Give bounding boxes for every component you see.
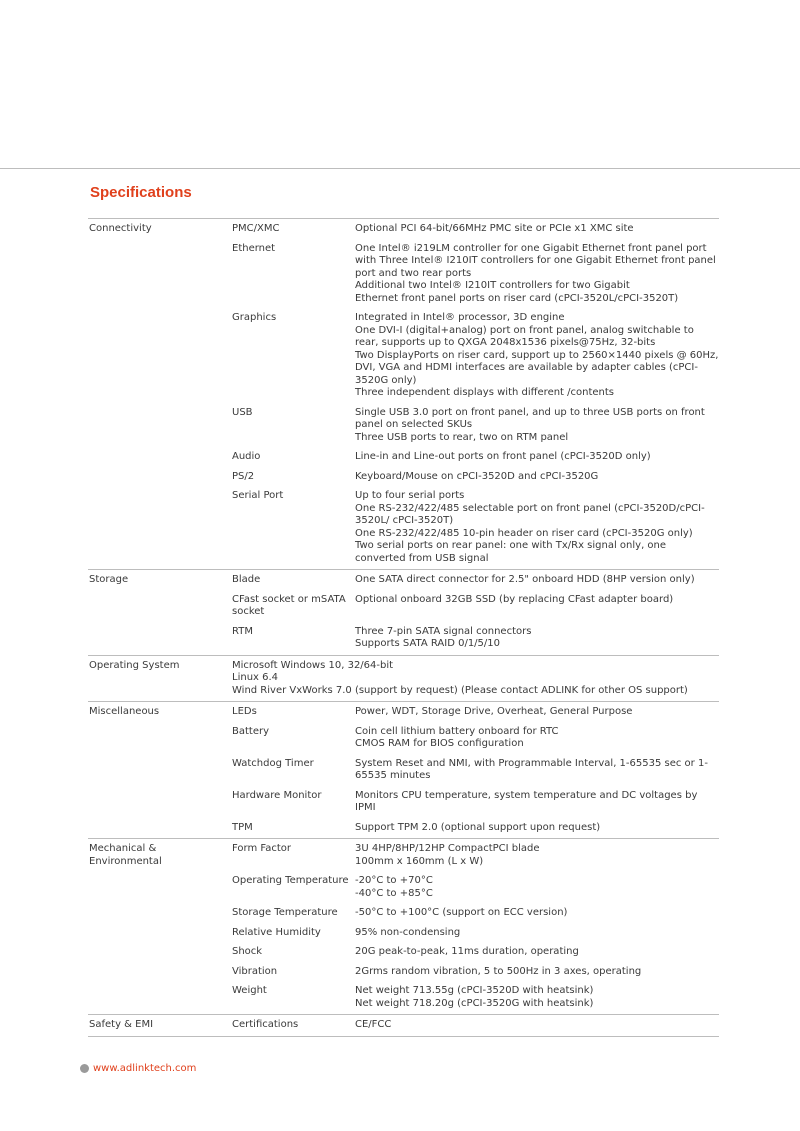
spec-description — [354, 962, 719, 982]
spec-description — [231, 655, 719, 702]
spec-item: Hardware Monitor — [232, 789, 322, 801]
spec-line: Ethernet front panel ports on riser card (cPCI-3520L/cPCI-3520T) — [355, 292, 679, 304]
spec-line: One RS-232/422/485 selectable port on front panel (cPCI-3520D/cPCI-3520L/ cPCI-3520T) — [355, 502, 705, 526]
spec-category — [88, 942, 231, 962]
spec-category: Miscellaneous — [88, 702, 231, 722]
spec-category — [88, 871, 231, 903]
website-link[interactable]: www.adlinktech.com — [93, 1063, 197, 1074]
spec-category — [88, 981, 231, 1015]
spec-item: Shock — [232, 946, 263, 957]
spec-item: LEDs — [231, 702, 354, 722]
spec-category: Safety & EMI — [88, 1015, 231, 1037]
spec-category — [88, 486, 231, 570]
spec-description — [354, 871, 719, 903]
spec-description — [354, 754, 719, 786]
spec-row — [88, 839, 719, 872]
spec-description — [354, 786, 719, 818]
spec-row — [88, 622, 719, 656]
spec-item: RTM — [232, 625, 253, 637]
spec-row — [88, 722, 719, 754]
spec-line: Wind River VxWorks 7.0 (support by request) (Please contact ADLINK for other OS support) — [232, 684, 688, 696]
spec-line: -40°C to +85°C — [355, 887, 433, 899]
spec-item: Serial Port — [232, 490, 284, 501]
spec-category: Mechanical & Environmental — [88, 839, 231, 872]
spec-line: One Intel® i219LM controller for one Gigabit Ethernet front panel port with Three Intel® I210IT controllers for one Gigabit Ethernet front panel port and two rear ports — [355, 242, 716, 279]
spec-line: 20G peak-to-peak, 11ms duration, operating — [355, 946, 579, 957]
spec-line: 100mm x 160mm (L x W) — [355, 855, 484, 867]
spec-line: Three USB ports to rear, two on RTM panel — [355, 431, 569, 443]
spec-description — [354, 219, 719, 239]
spec-line: Microsoft Windows 10, 32/64-bit — [232, 659, 394, 671]
spec-line: Coin cell lithium battery onboard for RTC — [355, 725, 559, 737]
spec-line: Support TPM 2.0 (optional support upon request) — [355, 821, 601, 833]
spec-description — [354, 722, 719, 754]
spec-item: Operating Temperature — [232, 875, 349, 886]
spec-line: CMOS RAM for BIOS configuration — [355, 738, 524, 749]
spec-description — [354, 839, 719, 872]
spec-item: TPM — [232, 821, 253, 833]
spec-row — [88, 942, 719, 962]
spec-line: Net weight 713.55g (cPCI-3520D with heatsink) — [355, 985, 594, 996]
spec-item: Form Factor — [231, 839, 354, 872]
spec-category — [88, 818, 231, 839]
spec-line: Optional onboard 32GB SSD (by replacing CFast adapter board) — [355, 593, 674, 605]
spec-category — [88, 923, 231, 943]
spec-description — [354, 486, 719, 570]
spec-line: Keyboard/Mouse on cPCI-3520D and cPCI-3520G — [355, 470, 599, 482]
spec-category — [88, 786, 231, 818]
spec-item: Battery — [232, 725, 270, 737]
spec-row — [88, 590, 719, 622]
spec-item: Storage Temperature — [232, 907, 338, 918]
spec-line: One DVI-I (digital+analog) port on front panel, analog switchable to rear, supports up to QXGA 2048x1536 pixels@75Hz, 32-bits — [355, 324, 694, 348]
spec-item: Audio — [232, 451, 261, 462]
spec-row — [88, 962, 719, 982]
spec-line: Two DisplayPorts on riser card, support up to 2560×1440 pixels @ 60Hz, DVI, VGA and HDMI interfaces are available by adapter cables (cPCI-3520G only) — [355, 349, 719, 386]
spec-description — [354, 403, 719, 448]
spec-item: USB — [232, 406, 253, 418]
spec-description — [354, 447, 719, 467]
spec-line: Two serial ports on rear panel: one with Tx/Rx signal only, one converted from USB signal — [355, 540, 667, 564]
spec-line: Power, WDT, Storage Drive, Overheat, General Purpose — [355, 706, 633, 717]
spec-description — [354, 818, 719, 839]
spec-item: Vibration — [232, 965, 278, 977]
spec-description — [354, 942, 719, 962]
spec-description — [354, 1015, 719, 1037]
spec-line: Up to four serial ports — [355, 490, 465, 501]
spec-category: Connectivity — [88, 219, 231, 239]
spec-row — [88, 903, 719, 923]
spec-line: Net weight 718.20g (cPCI-3520G with heatsink) — [355, 997, 594, 1009]
spec-line: 95% non-condensing — [355, 926, 461, 938]
spec-item: Relative Humidity — [232, 926, 321, 938]
spec-category — [88, 239, 231, 309]
spec-line: 3U 4HP/8HP/12HP CompactPCI blade — [355, 843, 540, 854]
spec-line: -20°C to +70°C — [355, 875, 433, 886]
spec-category — [88, 754, 231, 786]
spec-description — [354, 467, 719, 487]
spec-description — [354, 622, 719, 656]
top-divider — [0, 168, 800, 169]
spec-line: System Reset and NMI, with Programmable Interval, 1-65535 sec or 1-65535 minutes — [355, 757, 708, 781]
spec-row — [88, 923, 719, 943]
spec-category — [88, 308, 231, 403]
spec-row — [88, 1015, 719, 1037]
spec-category — [88, 722, 231, 754]
spec-row — [88, 308, 719, 403]
spec-row — [88, 818, 719, 839]
spec-row — [88, 403, 719, 448]
globe-icon — [80, 1064, 89, 1073]
spec-category — [88, 622, 231, 656]
spec-category: Storage — [88, 570, 231, 590]
spec-item: Watchdog Timer — [232, 757, 314, 769]
spec-line: Three 7-pin SATA signal connectors — [355, 625, 532, 637]
spec-line: 2Grms random vibration, 5 to 500Hz in 3 axes, operating — [355, 965, 642, 977]
spec-row — [88, 702, 719, 722]
spec-description — [354, 570, 719, 590]
spec-table — [88, 218, 719, 1037]
spec-description — [354, 590, 719, 622]
spec-item: Weight — [232, 985, 267, 996]
spec-item: Ethernet — [232, 242, 276, 254]
spec-row — [88, 786, 719, 818]
spec-row — [88, 871, 719, 903]
spec-description — [354, 981, 719, 1015]
spec-row — [88, 239, 719, 309]
spec-line: Line-in and Line-out ports on front panel (cPCI-3520D only) — [355, 451, 651, 462]
spec-category — [88, 590, 231, 622]
page-title: Specifications — [90, 184, 192, 201]
spec-line: Linux 6.4 — [232, 672, 279, 683]
spec-category — [88, 403, 231, 448]
spec-line: One SATA direct connector for 2.5" onboard HDD (8HP version only) — [355, 574, 695, 585]
spec-row — [88, 655, 719, 702]
spec-item: CFast socket or mSATA socket — [232, 593, 346, 617]
footer — [80, 1063, 196, 1074]
spec-row — [88, 981, 719, 1015]
spec-description — [354, 923, 719, 943]
spec-category — [88, 962, 231, 982]
spec-item: PMC/XMC — [231, 219, 354, 239]
spec-line: -50°C to +100°C (support on ECC version) — [355, 907, 568, 918]
spec-line: Monitors CPU temperature, system temperature and DC voltages by IPMI — [355, 789, 698, 813]
spec-row — [88, 486, 719, 570]
spec-row — [88, 219, 719, 239]
spec-category: Operating System — [88, 655, 231, 702]
spec-line: Additional two Intel® I210IT controllers for two Gigabit — [355, 280, 630, 291]
spec-row — [88, 467, 719, 487]
spec-line: CE/FCC — [355, 1019, 392, 1030]
spec-item: Certifications — [231, 1015, 354, 1037]
spec-row — [88, 447, 719, 467]
spec-description — [354, 239, 719, 309]
spec-line: Integrated in Intel® processor, 3D engine — [355, 312, 565, 323]
spec-category — [88, 467, 231, 487]
spec-line: Optional PCI 64-bit/66MHz PMC site or PCIe x1 XMC site — [355, 223, 634, 234]
spec-line: Single USB 3.0 port on front panel, and up to three USB ports on front panel on selected SKUs — [355, 406, 705, 430]
spec-line: One RS-232/422/485 10-pin header on riser card (cPCI-3520G only) — [355, 527, 693, 539]
spec-description — [354, 903, 719, 923]
spec-category — [88, 447, 231, 467]
spec-line: Supports SATA RAID 0/1/5/10 — [355, 638, 500, 649]
spec-line: Three independent displays with different /contents — [355, 387, 615, 398]
spec-row — [88, 570, 719, 590]
spec-description — [354, 702, 719, 722]
spec-item: Blade — [231, 570, 354, 590]
spec-item: Graphics — [232, 312, 277, 323]
spec-item: PS/2 — [232, 470, 255, 482]
spec-description — [354, 308, 719, 403]
spec-row — [88, 754, 719, 786]
spec-category — [88, 903, 231, 923]
